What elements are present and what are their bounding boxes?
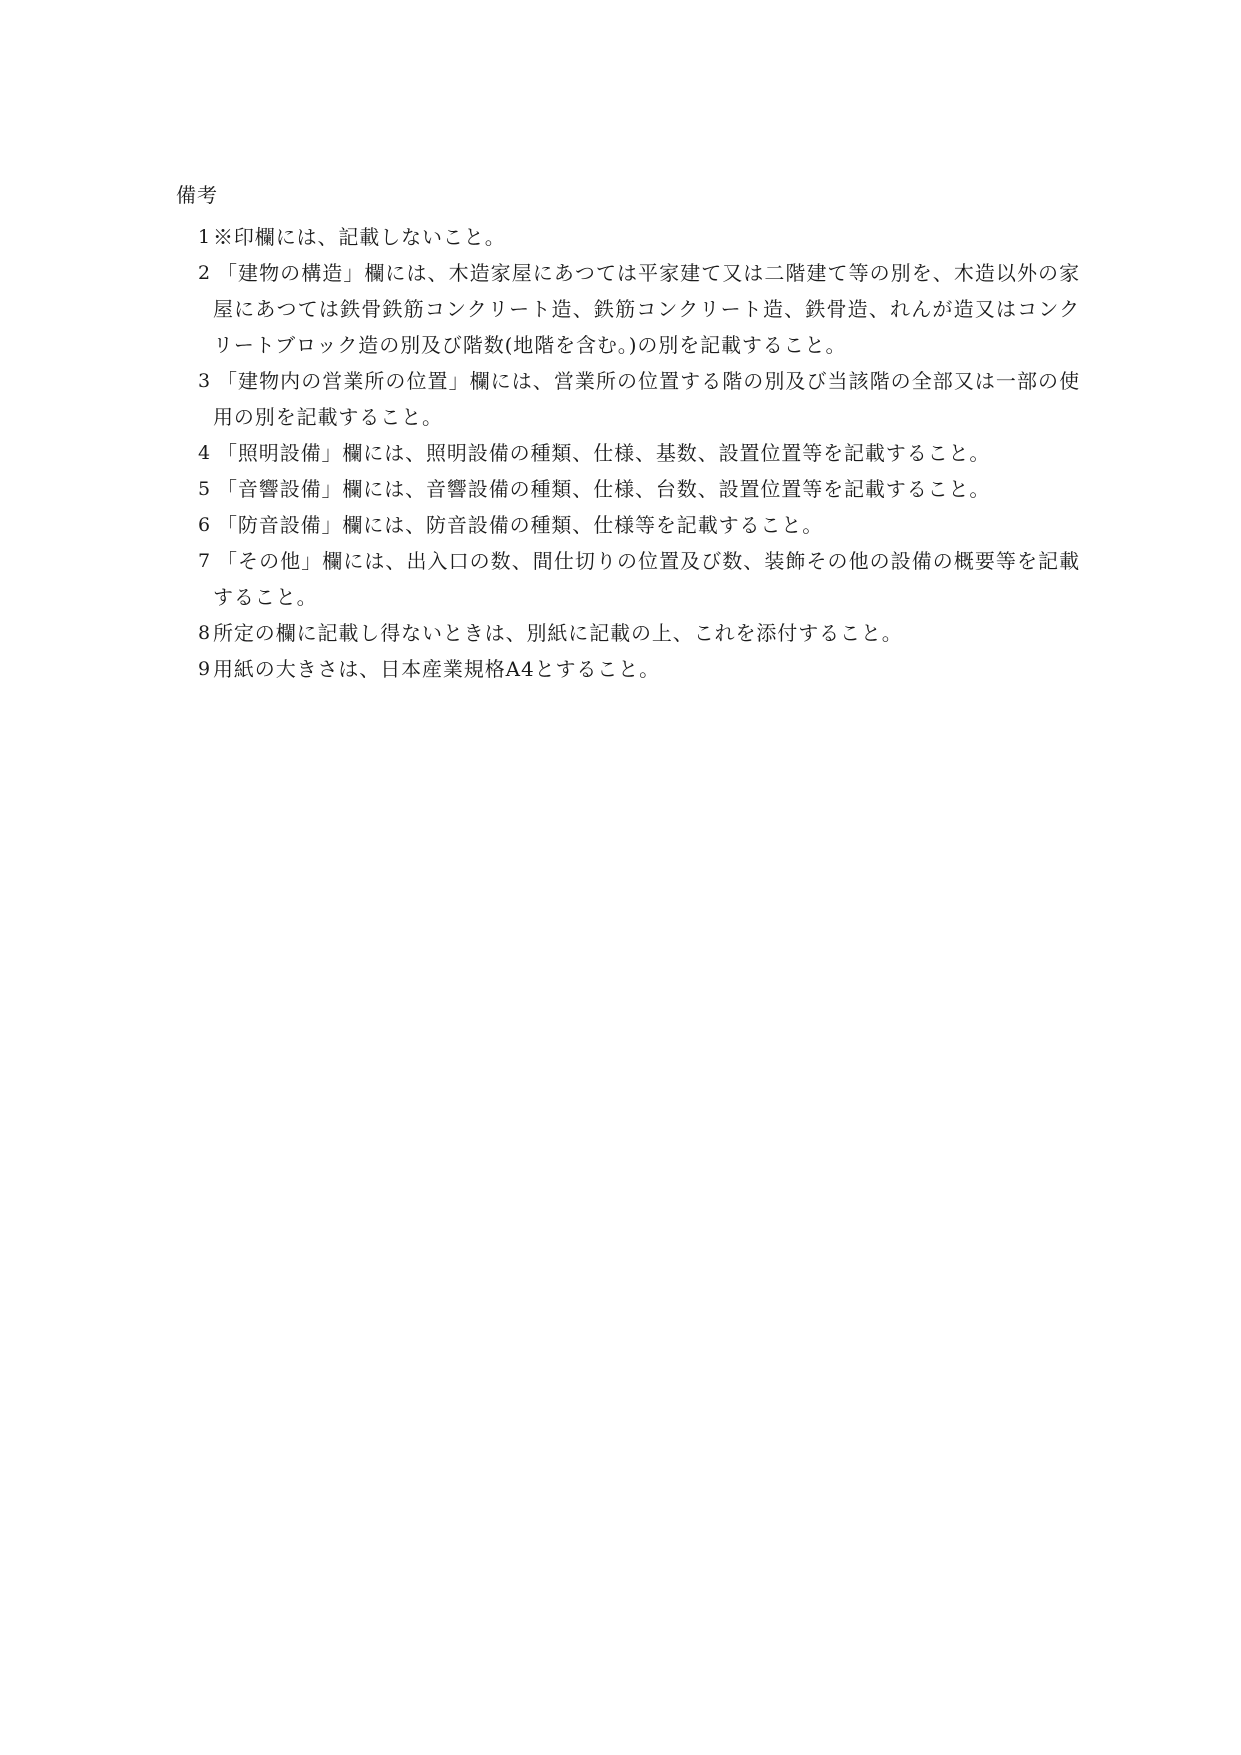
remark-text: ※印欄には、記載しないこと。 bbox=[213, 225, 506, 249]
remark-number: 2 bbox=[198, 262, 211, 284]
remark-number: 4 bbox=[198, 442, 211, 464]
remark-item-4 bbox=[180, 435, 1080, 471]
remark-text: 「照明設備」欄には、照明設備の種類、仕様、基数、設置位置等を記載すること。 bbox=[217, 441, 991, 465]
remark-item-9 bbox=[180, 651, 1080, 687]
remark-text: 用紙の大きさは、日本産業規格A4とすること。 bbox=[213, 657, 660, 681]
remark-number: 5 bbox=[198, 478, 211, 500]
remark-number: 6 bbox=[198, 514, 211, 536]
remark-text: 「建物内の営業所の位置」欄には、営業所の位置する階の別及び当該階の全部又は一部の使用の別を記載すること。 bbox=[213, 369, 1080, 429]
remark-number: 3 bbox=[198, 370, 211, 392]
remark-item-3 bbox=[180, 363, 1080, 435]
remark-text: 「その他」欄には、出入口の数、間仕切りの位置及び数、装飾その他の設備の概要等を記載すること。 bbox=[213, 549, 1080, 609]
remark-number: 8 bbox=[198, 622, 211, 644]
remark-item-6 bbox=[180, 507, 1080, 543]
remark-text: 「建物の構造」欄には、木造家屋にあつては平家建て又は二階建て等の別を、木造以外の家屋にあつては鉄骨鉄筋コンクリート造、鉄筋コンクリート造、鉄骨造、れんが造又はコンクリートブロック造の別及び階数(地階を含む。)の別を記載すること。 bbox=[213, 261, 1080, 357]
remark-item-8 bbox=[180, 615, 1080, 651]
remarks-list bbox=[180, 219, 1080, 687]
remarks-heading: 備考 bbox=[176, 183, 218, 207]
remark-number: 7 bbox=[198, 550, 211, 572]
remark-text: 「防音設備」欄には、防音設備の種類、仕様等を記載すること。 bbox=[217, 513, 824, 537]
remark-item-7 bbox=[180, 543, 1080, 615]
remark-text: 所定の欄に記載し得ないときは、別紙に記載の上、これを添付すること。 bbox=[213, 621, 903, 645]
remark-text: 「音響設備」欄には、音響設備の種類、仕様、台数、設置位置等を記載すること。 bbox=[217, 477, 991, 501]
remark-item-1 bbox=[180, 219, 1080, 255]
remark-number: 9 bbox=[198, 658, 211, 680]
remark-item-2 bbox=[180, 255, 1080, 363]
remark-item-5 bbox=[180, 471, 1080, 507]
remark-number: 1 bbox=[198, 226, 211, 248]
